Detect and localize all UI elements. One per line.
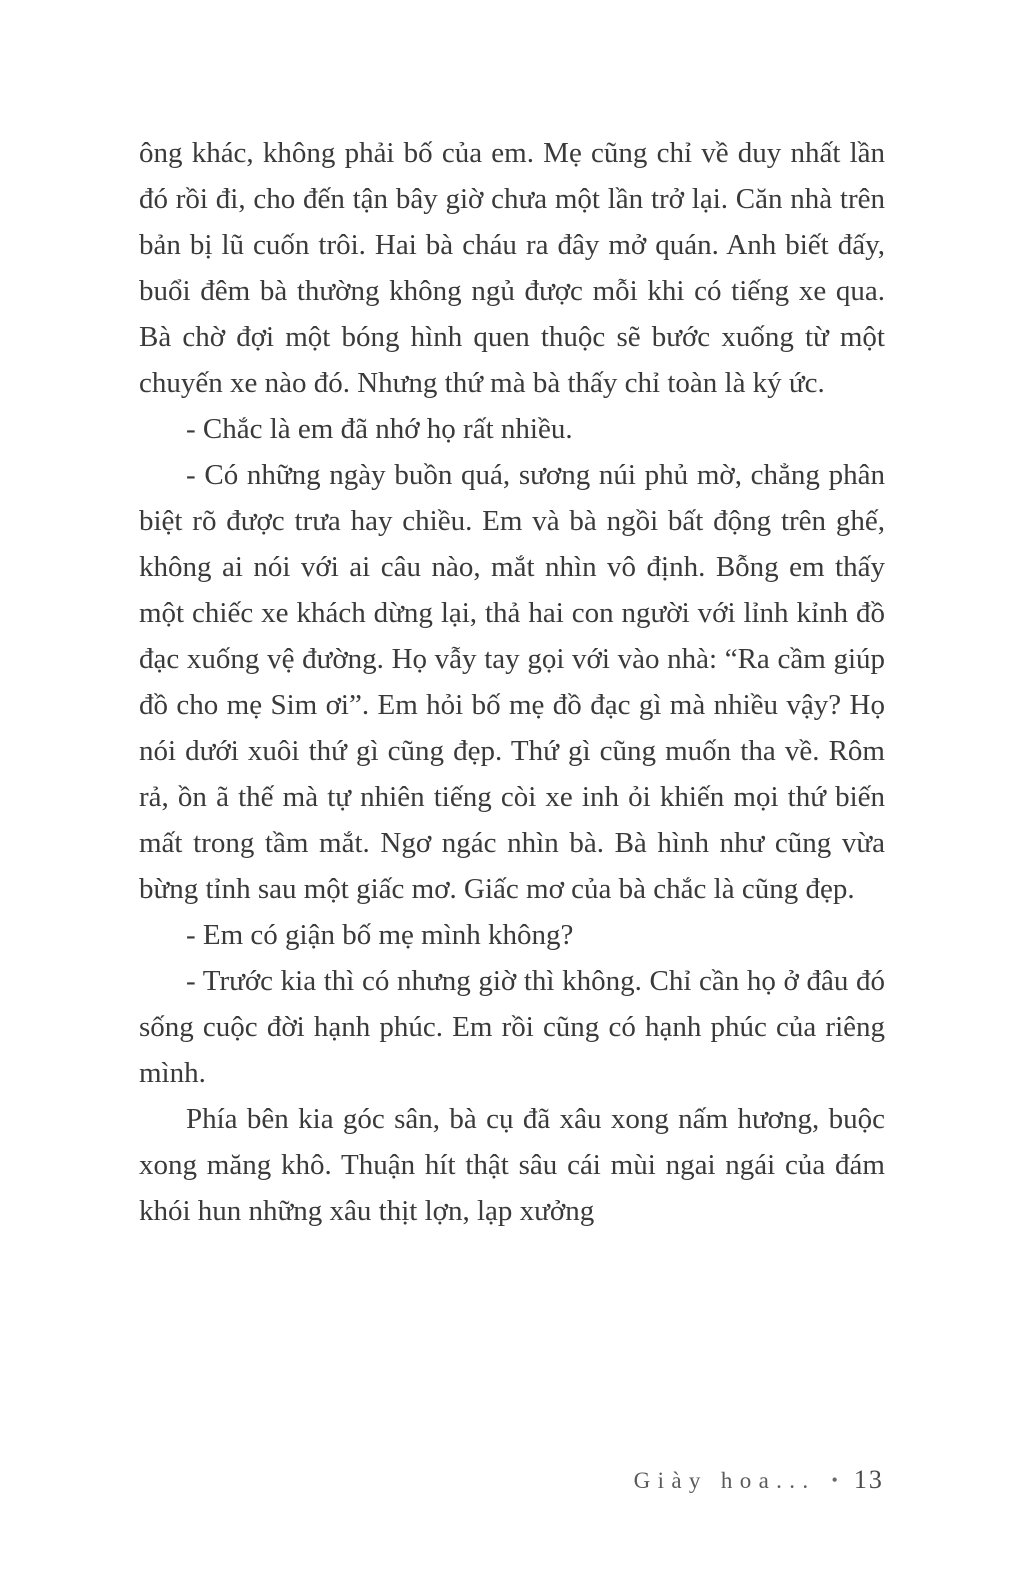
paragraph-dialogue: - Em có giận bố mẹ mình không?: [186, 919, 574, 951]
page-number: 13: [853, 1465, 884, 1494]
paragraph-dialogue: - Trước kia thì có nhưng giờ thì không. Chỉ cần họ ở đâu đó sống cuộc đời hạnh phúc. Em rồi cũng có hạnh phúc của riêng mình.: [139, 965, 885, 1089]
paragraph-dialogue: - Chắc là em đã nhớ họ rất nhiều.: [186, 413, 573, 445]
body-text: [139, 130, 885, 1234]
running-title: Giày hoa...: [633, 1468, 816, 1493]
paragraph-narration: Phía bên kia góc sân, bà cụ đã xâu xong nấm hương, buộc xong măng khô. Thuận hít thật sâu cái mùi ngai ngái của đám khói hun những xâu thịt lợn, lạp xưởng: [139, 1103, 885, 1227]
paragraph-dialogue: - Có những ngày buồn quá, sương núi phủ mờ, chẳng phân biệt rõ được trưa hay chiều. Em và bà ngồi bất động trên ghế, không ai nói với ai câu nào, mắt nhìn vô định. Bỗng em thấy một chiếc xe khách dừng lại, thả hai con người với lỉnh kỉnh đồ đạc xuống vệ đường. Họ vẫy tay gọi với vào nhà: “Ra cầm giúp đồ cho mẹ Sim ơi”. Em hỏi bố mẹ đồ đạc gì mà nhiều vậy? Họ nói dưới xuôi thứ gì cũng đẹp. Thứ gì cũng muốn tha về. Rôm rả, ồn ã thế mà tự nhiên tiếng còi xe inh ỏi khiến mọi thứ biến mất trong tầm mắt. Ngơ ngác nhìn bà. Bà hình như cũng vừa bừng tỉnh sau một giấc mơ. Giấc mơ của bà chắc là cũng đẹp.: [139, 459, 885, 905]
footer-separator-dot: •: [831, 1470, 838, 1490]
paragraph-continuation: ông khác, không phải bố của em. Mẹ cũng chỉ về duy nhất lần đó rồi đi, cho đến tận bây giờ chưa một lần trở lại. Căn nhà trên bản bị lũ cuốn trôi. Hai bà cháu ra đây mở quán. Anh biết đấy, buổi đêm bà thường không ngủ được mỗi khi có tiếng xe qua. Bà chờ đợi một bóng hình quen thuộc sẽ bước xuống từ một chuyến xe nào đó. Nhưng thứ mà bà thấy chỉ toàn là ký ức.: [139, 137, 885, 399]
page-footer: [634, 1465, 884, 1495]
